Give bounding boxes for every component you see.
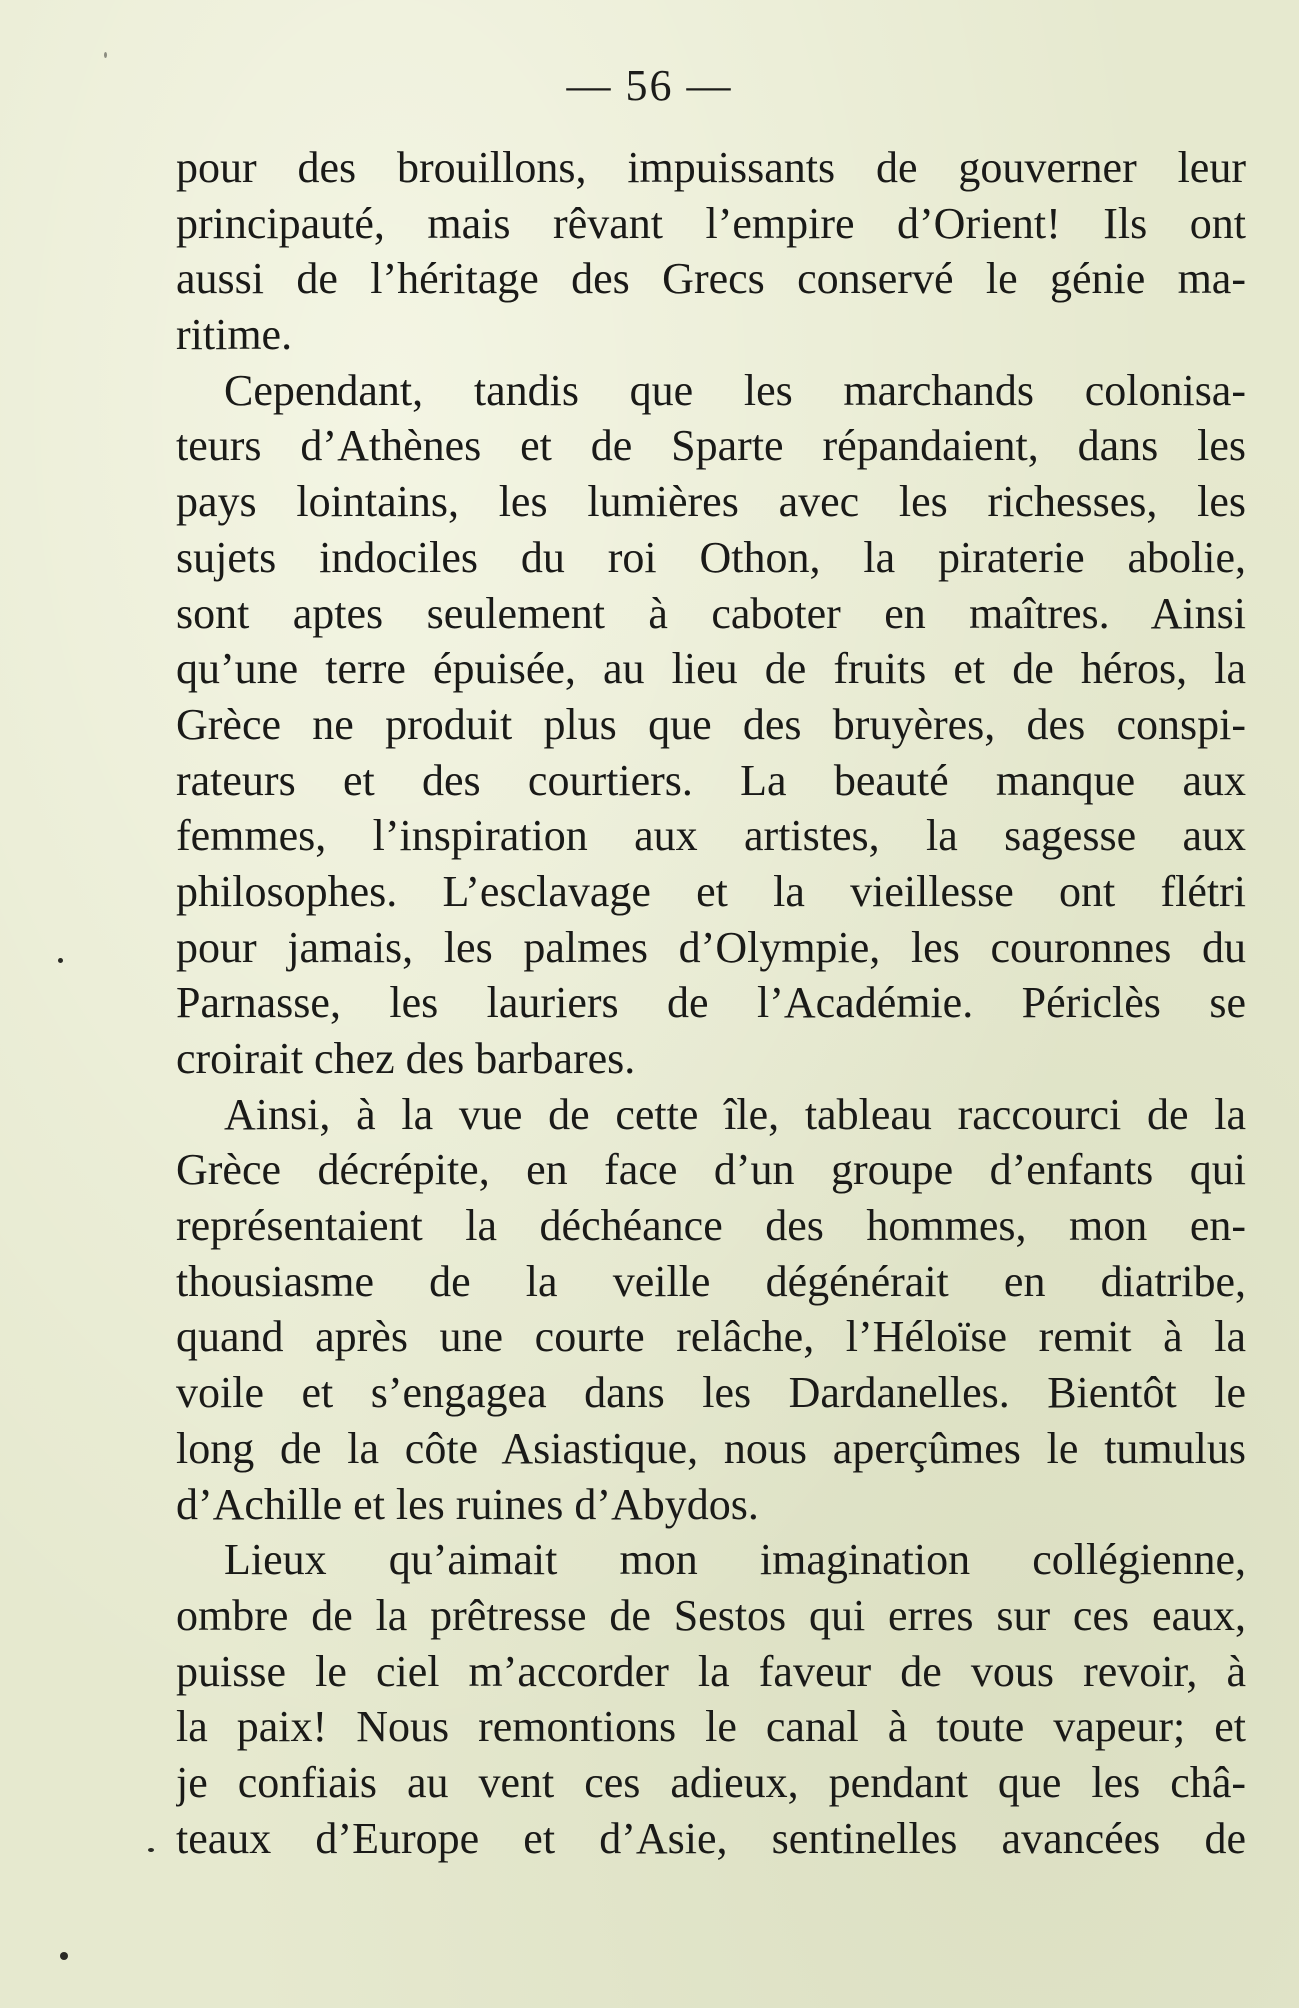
text-line: ombre de la prêtresse de Sestos qui erres sur ces eaux, <box>176 1590 1246 1640</box>
page-number: — 56 — <box>566 61 733 110</box>
text-line: ritime. <box>176 310 293 360</box>
text-line: long de la côte Asiastique, nous aperçûmes le tumulus <box>176 1423 1246 1473</box>
text-line: pour jamais, les palmes d’Olympie, les couronnes du <box>176 922 1246 972</box>
text-line: sont aptes seulement à caboter en maîtres. Ainsi <box>176 588 1246 638</box>
text-line: Parnasse, les lauriers de l’Académie. Périclès se <box>176 978 1246 1028</box>
text-line: pour des brouillons, impuissants de gouverner leur <box>176 143 1246 192</box>
text-line: teurs d’Athènes et de Sparte répandaient, dans les <box>176 421 1246 471</box>
text-line: aussi de l’héritage des Grecs conservé le génie ma- <box>176 254 1246 304</box>
text-line: Grèce décrépite, en face d’un groupe d’enfants qui <box>176 1145 1246 1195</box>
text-line: teaux d’Europe et d’Asie, sentinelles avancées de <box>176 1813 1246 1863</box>
text-line: rateurs et des courtiers. La beauté manque aux <box>176 755 1246 805</box>
text-line: femmes, l’inspiration aux artistes, la sagesse aux <box>176 811 1246 861</box>
text-line: principauté, mais rêvant l’empire d’Orient! Ils ont <box>176 198 1246 248</box>
paper-speck <box>60 1952 68 1960</box>
paper-speck <box>104 52 107 58</box>
text-line: je confiais au vent ces adieux, pendant que les châ- <box>176 1757 1246 1807</box>
text-line: Lieux qu’aimait mon imagination collégienne, <box>224 1535 1246 1585</box>
text-line: Grèce ne produit plus que des bruyères, des conspi- <box>176 699 1246 749</box>
text-line: thousiasme de la veille dégénérait en diatribe, <box>176 1256 1246 1306</box>
text-line: représentaient la déchéance des hommes, mon en- <box>176 1201 1246 1251</box>
text-line: croirait chez des barbares. <box>176 1034 636 1083</box>
text-line: Cependant, tandis que les marchands colonisa- <box>224 365 1246 415</box>
paper-speck <box>58 958 63 963</box>
text-line: la paix! Nous remontions le canal à toute vapeur; et <box>176 1702 1246 1752</box>
text-line: puisse le ciel m’accorder la faveur de vous revoir, à <box>176 1646 1246 1696</box>
body-text <box>176 140 1246 1866</box>
paper-speck <box>148 1848 154 1852</box>
text-line: qu’une terre épuisée, au lieu de fruits et de héros, la <box>176 644 1246 694</box>
text-line: sujets indociles du roi Othon, la piraterie abolie, <box>176 532 1246 582</box>
text-line: philosophes. L’esclavage et la vieillesse ont flétri <box>176 866 1246 916</box>
text-line: quand après une courte relâche, l’Héloïse remit à la <box>176 1312 1246 1362</box>
text-line: pays lointains, les lumières avec les richesses, les <box>176 477 1246 527</box>
text-line: Ainsi, à la vue de cette île, tableau raccourci de la <box>224 1089 1246 1139</box>
text-line: d’Achille et les ruines d’Abydos. <box>176 1479 759 1529</box>
text-line: voile et s’engagea dans les Dardanelles. Bientôt le <box>176 1368 1246 1418</box>
